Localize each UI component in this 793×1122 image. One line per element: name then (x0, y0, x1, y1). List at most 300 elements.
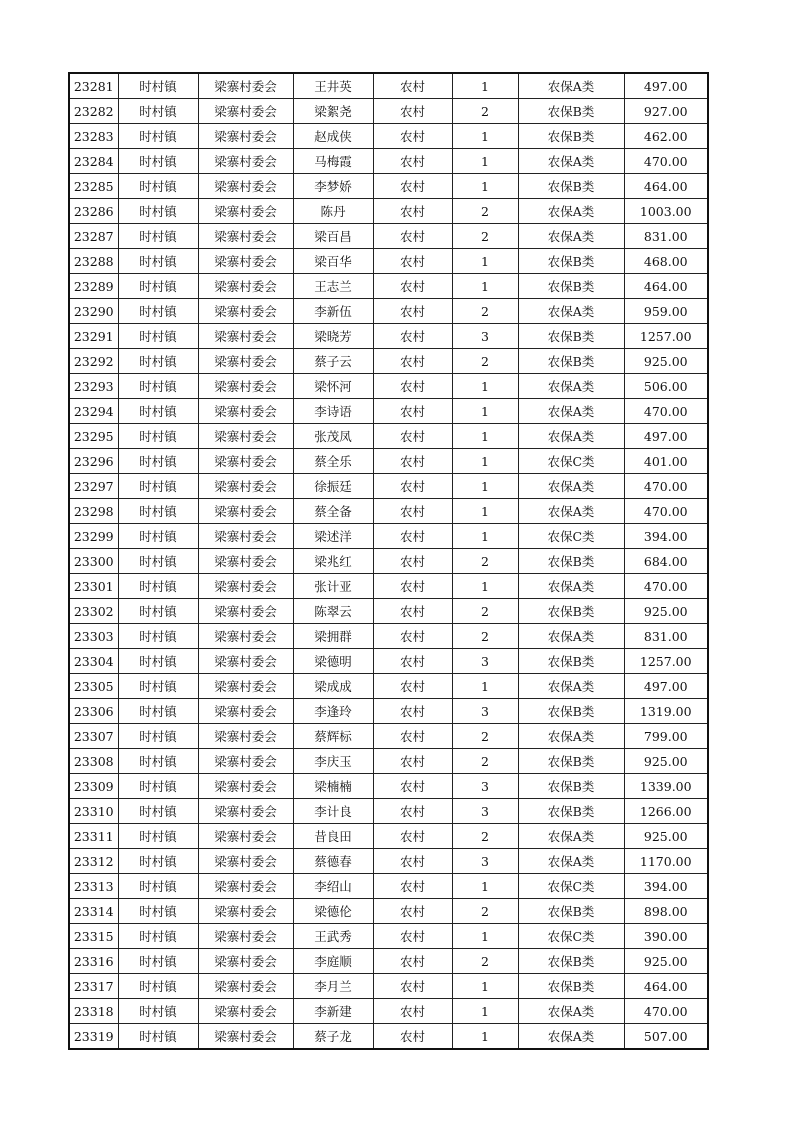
township-cell: 时村镇 (118, 149, 198, 174)
insurance-category-cell: 农保B类 (518, 99, 624, 124)
table-row (69, 849, 708, 874)
village-committee-cell: 梁寨村委会 (198, 649, 293, 674)
household-type-cell: 农村 (373, 674, 452, 699)
township-cell: 时村镇 (118, 99, 198, 124)
amount-cell: 497.00 (624, 73, 708, 99)
village-committee-cell: 梁寨村委会 (198, 999, 293, 1024)
township-cell: 时村镇 (118, 174, 198, 199)
household-size-cell: 1 (452, 249, 518, 274)
household-type-cell: 农村 (373, 274, 452, 299)
amount-cell: 470.00 (624, 499, 708, 524)
household-type-cell: 农村 (373, 424, 452, 449)
household-type-cell: 农村 (373, 824, 452, 849)
record-id-cell: 23287 (69, 224, 118, 249)
amount-cell: 470.00 (624, 149, 708, 174)
household-size-cell: 3 (452, 649, 518, 674)
insurance-category-cell: 农保A类 (518, 224, 624, 249)
village-committee-cell: 梁寨村委会 (198, 324, 293, 349)
amount-cell: 1257.00 (624, 649, 708, 674)
amount-cell: 462.00 (624, 124, 708, 149)
amount-cell: 925.00 (624, 349, 708, 374)
village-committee-cell: 梁寨村委会 (198, 874, 293, 899)
household-size-cell: 1 (452, 674, 518, 699)
person-name-cell: 陈丹 (293, 199, 373, 224)
insurance-category-cell: 农保B类 (518, 699, 624, 724)
insurance-category-cell: 农保B类 (518, 649, 624, 674)
household-size-cell: 2 (452, 749, 518, 774)
household-size-cell: 1 (452, 449, 518, 474)
table-row (69, 1024, 708, 1050)
insurance-category-cell: 农保B类 (518, 124, 624, 149)
record-id-cell: 23296 (69, 449, 118, 474)
household-type-cell: 农村 (373, 299, 452, 324)
township-cell: 时村镇 (118, 524, 198, 549)
township-cell: 时村镇 (118, 224, 198, 249)
household-type-cell: 农村 (373, 949, 452, 974)
insurance-category-cell: 农保B类 (518, 249, 624, 274)
table-row (69, 699, 708, 724)
township-cell: 时村镇 (118, 799, 198, 824)
township-cell: 时村镇 (118, 1024, 198, 1050)
household-type-cell: 农村 (373, 649, 452, 674)
village-committee-cell: 梁寨村委会 (198, 749, 293, 774)
township-cell: 时村镇 (118, 599, 198, 624)
amount-cell: 925.00 (624, 599, 708, 624)
insurance-category-cell: 农保C类 (518, 449, 624, 474)
record-id-cell: 23306 (69, 699, 118, 724)
record-id-cell: 23281 (69, 73, 118, 99)
household-type-cell: 农村 (373, 449, 452, 474)
table-row (69, 324, 708, 349)
insurance-category-cell: 农保B类 (518, 599, 624, 624)
person-name-cell: 梁怀河 (293, 374, 373, 399)
table-row (69, 749, 708, 774)
amount-cell: 470.00 (624, 399, 708, 424)
record-id-cell: 23300 (69, 549, 118, 574)
amount-cell: 464.00 (624, 174, 708, 199)
table-row (69, 499, 708, 524)
person-name-cell: 张茂凤 (293, 424, 373, 449)
village-committee-cell: 梁寨村委会 (198, 199, 293, 224)
household-size-cell: 2 (452, 824, 518, 849)
village-committee-cell: 梁寨村委会 (198, 974, 293, 999)
village-committee-cell: 梁寨村委会 (198, 699, 293, 724)
village-committee-cell: 梁寨村委会 (198, 499, 293, 524)
township-cell: 时村镇 (118, 824, 198, 849)
village-committee-cell: 梁寨村委会 (198, 924, 293, 949)
person-name-cell: 梁德伦 (293, 899, 373, 924)
amount-cell: 464.00 (624, 974, 708, 999)
insurance-category-cell: 农保A类 (518, 849, 624, 874)
person-name-cell: 徐振廷 (293, 474, 373, 499)
record-id-cell: 23289 (69, 274, 118, 299)
village-committee-cell: 梁寨村委会 (198, 624, 293, 649)
amount-cell: 470.00 (624, 574, 708, 599)
person-name-cell: 梁兆红 (293, 549, 373, 574)
township-cell: 时村镇 (118, 774, 198, 799)
person-name-cell: 梁成成 (293, 674, 373, 699)
village-committee-cell: 梁寨村委会 (198, 549, 293, 574)
person-name-cell: 李月兰 (293, 974, 373, 999)
table-row (69, 899, 708, 924)
household-type-cell: 农村 (373, 399, 452, 424)
household-size-cell: 2 (452, 224, 518, 249)
township-cell: 时村镇 (118, 949, 198, 974)
table-row (69, 474, 708, 499)
household-type-cell: 农村 (373, 474, 452, 499)
household-size-cell: 1 (452, 424, 518, 449)
record-id-cell: 23312 (69, 849, 118, 874)
person-name-cell: 梁拥群 (293, 624, 373, 649)
household-size-cell: 3 (452, 849, 518, 874)
household-size-cell: 2 (452, 724, 518, 749)
village-committee-cell: 梁寨村委会 (198, 449, 293, 474)
table-row (69, 349, 708, 374)
household-type-cell: 农村 (373, 1024, 452, 1050)
household-type-cell: 农村 (373, 599, 452, 624)
insurance-category-cell: 农保B类 (518, 349, 624, 374)
table-row (69, 99, 708, 124)
household-size-cell: 1 (452, 474, 518, 499)
record-id-cell: 23291 (69, 324, 118, 349)
village-committee-cell: 梁寨村委会 (198, 73, 293, 99)
household-type-cell: 农村 (373, 349, 452, 374)
household-type-cell: 农村 (373, 974, 452, 999)
household-type-cell: 农村 (373, 249, 452, 274)
village-committee-cell: 梁寨村委会 (198, 774, 293, 799)
household-size-cell: 2 (452, 949, 518, 974)
person-name-cell: 张计亚 (293, 574, 373, 599)
household-type-cell: 农村 (373, 999, 452, 1024)
village-committee-cell: 梁寨村委会 (198, 1024, 293, 1050)
township-cell: 时村镇 (118, 999, 198, 1024)
insurance-category-cell: 农保A类 (518, 149, 624, 174)
table-row (69, 974, 708, 999)
record-id-cell: 23294 (69, 399, 118, 424)
township-cell: 时村镇 (118, 324, 198, 349)
household-type-cell: 农村 (373, 849, 452, 874)
village-committee-cell: 梁寨村委会 (198, 124, 293, 149)
record-id-cell: 23302 (69, 599, 118, 624)
amount-cell: 898.00 (624, 899, 708, 924)
township-cell: 时村镇 (118, 474, 198, 499)
amount-cell: 831.00 (624, 624, 708, 649)
village-committee-cell: 梁寨村委会 (198, 374, 293, 399)
insurance-category-cell: 农保A类 (518, 674, 624, 699)
township-cell: 时村镇 (118, 899, 198, 924)
village-committee-cell: 梁寨村委会 (198, 249, 293, 274)
amount-cell: 470.00 (624, 474, 708, 499)
village-committee-cell: 梁寨村委会 (198, 799, 293, 824)
township-cell: 时村镇 (118, 349, 198, 374)
household-type-cell: 农村 (373, 224, 452, 249)
insurance-category-cell: 农保C类 (518, 924, 624, 949)
household-size-cell: 2 (452, 599, 518, 624)
table-row (69, 399, 708, 424)
household-type-cell: 农村 (373, 199, 452, 224)
person-name-cell: 李新伍 (293, 299, 373, 324)
person-name-cell: 王井英 (293, 73, 373, 99)
insurance-category-cell: 农保B类 (518, 949, 624, 974)
record-id-cell: 23308 (69, 749, 118, 774)
person-name-cell: 王武秀 (293, 924, 373, 949)
household-size-cell: 2 (452, 549, 518, 574)
insurance-category-cell: 农保B类 (518, 974, 624, 999)
household-size-cell: 1 (452, 274, 518, 299)
person-name-cell: 梁晓芳 (293, 324, 373, 349)
amount-cell: 394.00 (624, 874, 708, 899)
amount-cell: 1170.00 (624, 849, 708, 874)
village-committee-cell: 梁寨村委会 (198, 599, 293, 624)
person-name-cell: 梁百昌 (293, 224, 373, 249)
person-name-cell: 蔡子云 (293, 349, 373, 374)
table-row (69, 199, 708, 224)
person-name-cell: 蔡辉标 (293, 724, 373, 749)
insurance-category-cell: 农保B类 (518, 774, 624, 799)
amount-cell: 925.00 (624, 824, 708, 849)
record-id-cell: 23319 (69, 1024, 118, 1050)
amount-cell: 1339.00 (624, 774, 708, 799)
person-name-cell: 陈翠云 (293, 599, 373, 624)
amount-cell: 1319.00 (624, 699, 708, 724)
village-committee-cell: 梁寨村委会 (198, 224, 293, 249)
person-name-cell: 李绍山 (293, 874, 373, 899)
insurance-category-cell: 农保A类 (518, 574, 624, 599)
household-type-cell: 农村 (373, 924, 452, 949)
household-size-cell: 1 (452, 124, 518, 149)
village-committee-cell: 梁寨村委会 (198, 174, 293, 199)
record-id-cell: 23305 (69, 674, 118, 699)
record-id-cell: 23283 (69, 124, 118, 149)
amount-cell: 470.00 (624, 999, 708, 1024)
household-size-cell: 2 (452, 99, 518, 124)
table-row (69, 374, 708, 399)
household-type-cell: 农村 (373, 574, 452, 599)
amount-cell: 394.00 (624, 524, 708, 549)
township-cell: 时村镇 (118, 274, 198, 299)
household-type-cell: 农村 (373, 149, 452, 174)
insurance-category-cell: 农保A类 (518, 824, 624, 849)
person-name-cell: 蔡全备 (293, 499, 373, 524)
record-id-cell: 23295 (69, 424, 118, 449)
village-committee-cell: 梁寨村委会 (198, 424, 293, 449)
village-committee-cell: 梁寨村委会 (198, 574, 293, 599)
township-cell: 时村镇 (118, 924, 198, 949)
record-id-cell: 23314 (69, 899, 118, 924)
insurance-category-cell: 农保A类 (518, 1024, 624, 1050)
table-row (69, 824, 708, 849)
person-name-cell: 李计良 (293, 799, 373, 824)
household-size-cell: 2 (452, 199, 518, 224)
insurance-category-cell: 农保B类 (518, 549, 624, 574)
person-name-cell: 蔡全乐 (293, 449, 373, 474)
amount-cell: 684.00 (624, 549, 708, 574)
amount-cell: 464.00 (624, 274, 708, 299)
insurance-category-cell: 农保A类 (518, 199, 624, 224)
household-size-cell: 2 (452, 899, 518, 924)
table-row (69, 524, 708, 549)
household-size-cell: 3 (452, 699, 518, 724)
record-id-cell: 23297 (69, 474, 118, 499)
township-cell: 时村镇 (118, 249, 198, 274)
table-row (69, 174, 708, 199)
record-id-cell: 23307 (69, 724, 118, 749)
village-committee-cell: 梁寨村委会 (198, 674, 293, 699)
person-name-cell: 王志兰 (293, 274, 373, 299)
table-row (69, 449, 708, 474)
record-id-cell: 23309 (69, 774, 118, 799)
record-id-cell: 23284 (69, 149, 118, 174)
township-cell: 时村镇 (118, 449, 198, 474)
township-cell: 时村镇 (118, 499, 198, 524)
record-id-cell: 23318 (69, 999, 118, 1024)
amount-cell: 497.00 (624, 674, 708, 699)
village-committee-cell: 梁寨村委会 (198, 299, 293, 324)
township-cell: 时村镇 (118, 974, 198, 999)
insurance-category-cell: 农保A类 (518, 624, 624, 649)
roster-body (69, 73, 708, 1049)
village-committee-cell: 梁寨村委会 (198, 949, 293, 974)
household-type-cell: 农村 (373, 624, 452, 649)
table-row (69, 574, 708, 599)
insurance-category-cell: 农保B类 (518, 799, 624, 824)
table-row (69, 949, 708, 974)
table-row (69, 274, 708, 299)
table-row (69, 799, 708, 824)
household-size-cell: 3 (452, 774, 518, 799)
insurance-category-cell: 农保A类 (518, 399, 624, 424)
record-id-cell: 23286 (69, 199, 118, 224)
household-type-cell: 农村 (373, 174, 452, 199)
person-name-cell: 马梅霞 (293, 149, 373, 174)
insurance-category-cell: 农保A类 (518, 299, 624, 324)
record-id-cell: 23313 (69, 874, 118, 899)
household-type-cell: 农村 (373, 749, 452, 774)
insurance-category-cell: 农保A类 (518, 374, 624, 399)
household-type-cell: 农村 (373, 374, 452, 399)
roster-table (68, 72, 709, 1050)
household-type-cell: 农村 (373, 549, 452, 574)
table-row (69, 124, 708, 149)
household-size-cell: 2 (452, 349, 518, 374)
household-type-cell: 农村 (373, 874, 452, 899)
household-type-cell: 农村 (373, 899, 452, 924)
insurance-category-cell: 农保B类 (518, 174, 624, 199)
person-name-cell: 李庆玉 (293, 749, 373, 774)
village-committee-cell: 梁寨村委会 (198, 99, 293, 124)
village-committee-cell: 梁寨村委会 (198, 724, 293, 749)
insurance-category-cell: 农保C类 (518, 524, 624, 549)
record-id-cell: 23311 (69, 824, 118, 849)
record-id-cell: 23298 (69, 499, 118, 524)
record-id-cell: 23292 (69, 349, 118, 374)
amount-cell: 497.00 (624, 424, 708, 449)
household-size-cell: 2 (452, 624, 518, 649)
amount-cell: 925.00 (624, 949, 708, 974)
insurance-category-cell: 农保B类 (518, 749, 624, 774)
household-size-cell: 3 (452, 324, 518, 349)
record-id-cell: 23316 (69, 949, 118, 974)
table-row (69, 599, 708, 624)
household-type-cell: 农村 (373, 124, 452, 149)
township-cell: 时村镇 (118, 624, 198, 649)
household-size-cell: 1 (452, 149, 518, 174)
township-cell: 时村镇 (118, 874, 198, 899)
person-name-cell: 梁絮尧 (293, 99, 373, 124)
record-id-cell: 23310 (69, 799, 118, 824)
amount-cell: 1257.00 (624, 324, 708, 349)
household-size-cell: 1 (452, 999, 518, 1024)
township-cell: 时村镇 (118, 374, 198, 399)
amount-cell: 831.00 (624, 224, 708, 249)
household-type-cell: 农村 (373, 524, 452, 549)
household-size-cell: 1 (452, 974, 518, 999)
table-row (69, 624, 708, 649)
insurance-category-cell: 农保A类 (518, 73, 624, 99)
record-id-cell: 23293 (69, 374, 118, 399)
person-name-cell: 李新建 (293, 999, 373, 1024)
township-cell: 时村镇 (118, 549, 198, 574)
household-type-cell: 农村 (373, 499, 452, 524)
township-cell: 时村镇 (118, 399, 198, 424)
household-size-cell: 1 (452, 174, 518, 199)
household-type-cell: 农村 (373, 324, 452, 349)
village-committee-cell: 梁寨村委会 (198, 274, 293, 299)
household-type-cell: 农村 (373, 699, 452, 724)
insurance-category-cell: 农保B类 (518, 899, 624, 924)
person-name-cell: 蔡子龙 (293, 1024, 373, 1050)
record-id-cell: 23299 (69, 524, 118, 549)
person-name-cell: 昔良田 (293, 824, 373, 849)
amount-cell: 1266.00 (624, 799, 708, 824)
table-row (69, 674, 708, 699)
table-row (69, 724, 708, 749)
township-cell: 时村镇 (118, 124, 198, 149)
household-size-cell: 1 (452, 399, 518, 424)
record-id-cell: 23288 (69, 249, 118, 274)
household-type-cell: 农村 (373, 73, 452, 99)
person-name-cell: 李诗语 (293, 399, 373, 424)
household-size-cell: 2 (452, 299, 518, 324)
insurance-category-cell: 农保A类 (518, 424, 624, 449)
insurance-category-cell: 农保A类 (518, 474, 624, 499)
table-row (69, 549, 708, 574)
township-cell: 时村镇 (118, 674, 198, 699)
household-type-cell: 农村 (373, 774, 452, 799)
township-cell: 时村镇 (118, 699, 198, 724)
insurance-category-cell: 农保A类 (518, 499, 624, 524)
amount-cell: 927.00 (624, 99, 708, 124)
insurance-category-cell: 农保A类 (518, 724, 624, 749)
record-id-cell: 23317 (69, 974, 118, 999)
village-committee-cell: 梁寨村委会 (198, 849, 293, 874)
table-row (69, 924, 708, 949)
person-name-cell: 梁楠楠 (293, 774, 373, 799)
person-name-cell: 蔡德春 (293, 849, 373, 874)
insurance-category-cell: 农保B类 (518, 324, 624, 349)
household-size-cell: 1 (452, 499, 518, 524)
table-row (69, 73, 708, 99)
person-name-cell: 李庭顺 (293, 949, 373, 974)
village-committee-cell: 梁寨村委会 (198, 899, 293, 924)
amount-cell: 401.00 (624, 449, 708, 474)
household-size-cell: 1 (452, 1024, 518, 1050)
table-row (69, 424, 708, 449)
household-size-cell: 1 (452, 874, 518, 899)
amount-cell: 390.00 (624, 924, 708, 949)
record-id-cell: 23301 (69, 574, 118, 599)
record-id-cell: 23285 (69, 174, 118, 199)
